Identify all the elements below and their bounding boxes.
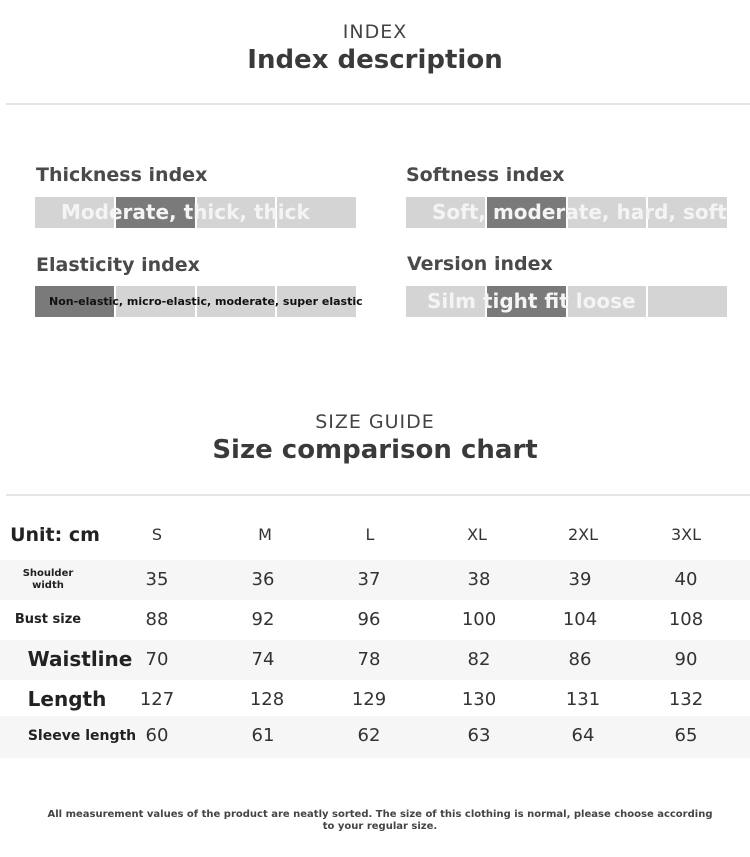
divider [6, 494, 750, 496]
table-cell: 131 [565, 689, 601, 710]
size-note: All measurement values of the product are neatly sorted. The size of this clothing is normal, please choose according to your regular size. [47, 809, 713, 832]
size-header: 3XL [670, 525, 702, 544]
table-cell: 130 [461, 689, 497, 710]
table-cell: 74 [251, 649, 275, 670]
table-cell: 38 [467, 569, 491, 590]
softness-index-label: Softness index [406, 164, 565, 186]
table-cell: 86 [568, 649, 592, 670]
table-row [0, 680, 750, 720]
table-cell: 39 [568, 569, 592, 590]
size-header-row [0, 515, 750, 555]
unit-label: Unit: cm [10, 524, 100, 546]
version-index-text: Silm tight fit loose [427, 289, 636, 313]
softness-index-bar [406, 197, 727, 228]
row-label: Waistline [27, 647, 133, 671]
elasticity-index-bar [35, 286, 363, 317]
table-cell: 36 [251, 569, 275, 590]
table-cell: 61 [251, 725, 275, 746]
divider [6, 103, 750, 105]
table-cell: 64 [571, 725, 595, 746]
table-cell: 78 [357, 649, 381, 670]
index-small-title: INDEX [342, 21, 408, 43]
table-cell: 40 [674, 569, 698, 590]
table-cell: 104 [562, 609, 598, 630]
table-cell: 96 [357, 609, 381, 630]
table-cell: 127 [139, 689, 175, 710]
table-cell: 35 [145, 569, 169, 590]
table-cell: 90 [674, 649, 698, 670]
table-cell: 37 [357, 569, 381, 590]
table-row [0, 600, 750, 640]
table-cell: 60 [145, 725, 169, 746]
table-row [0, 560, 750, 600]
table-cell: 132 [668, 689, 704, 710]
index-title: Index description [247, 45, 503, 75]
elasticity-index-text: Non-elastic, micro-elastic, moderate, super elastic [49, 295, 363, 308]
size-title: Size comparison chart [212, 435, 538, 465]
version-index-bar [406, 286, 727, 317]
table-cell: 62 [357, 725, 381, 746]
row-label: Bust size [14, 611, 82, 627]
size-header: M [258, 525, 272, 544]
table-cell: 65 [674, 725, 698, 746]
row-label: Length [27, 687, 107, 711]
table-cell: 63 [467, 725, 491, 746]
size-header: S [151, 525, 163, 544]
table-cell: 88 [145, 609, 169, 630]
version-index-label: Version index [407, 253, 553, 275]
size-header: XL [467, 525, 487, 544]
table-cell: 128 [249, 689, 285, 710]
elasticity-index-label: Elasticity index [36, 254, 200, 276]
size-header: 2XL [567, 525, 599, 544]
size-header: L [365, 525, 375, 544]
thickness-index-label: Thickness index [36, 164, 208, 186]
table-cell: 100 [461, 609, 497, 630]
table-row [0, 716, 750, 758]
table-cell: 92 [251, 609, 275, 630]
row-label: Shoulder width [22, 568, 74, 591]
table-cell: 70 [145, 649, 169, 670]
softness-index-text: Soft, moderate, hard, soft [432, 200, 727, 224]
thickness-index-text: Moderate, thick, thick [61, 200, 310, 224]
thickness-index-bar [35, 197, 356, 228]
table-cell: 82 [467, 649, 491, 670]
table-cell: 129 [351, 689, 387, 710]
table-row [0, 640, 750, 680]
size-small-title: SIZE GUIDE [315, 411, 435, 433]
row-label: Sleeve length [27, 728, 137, 744]
table-cell: 108 [668, 609, 704, 630]
